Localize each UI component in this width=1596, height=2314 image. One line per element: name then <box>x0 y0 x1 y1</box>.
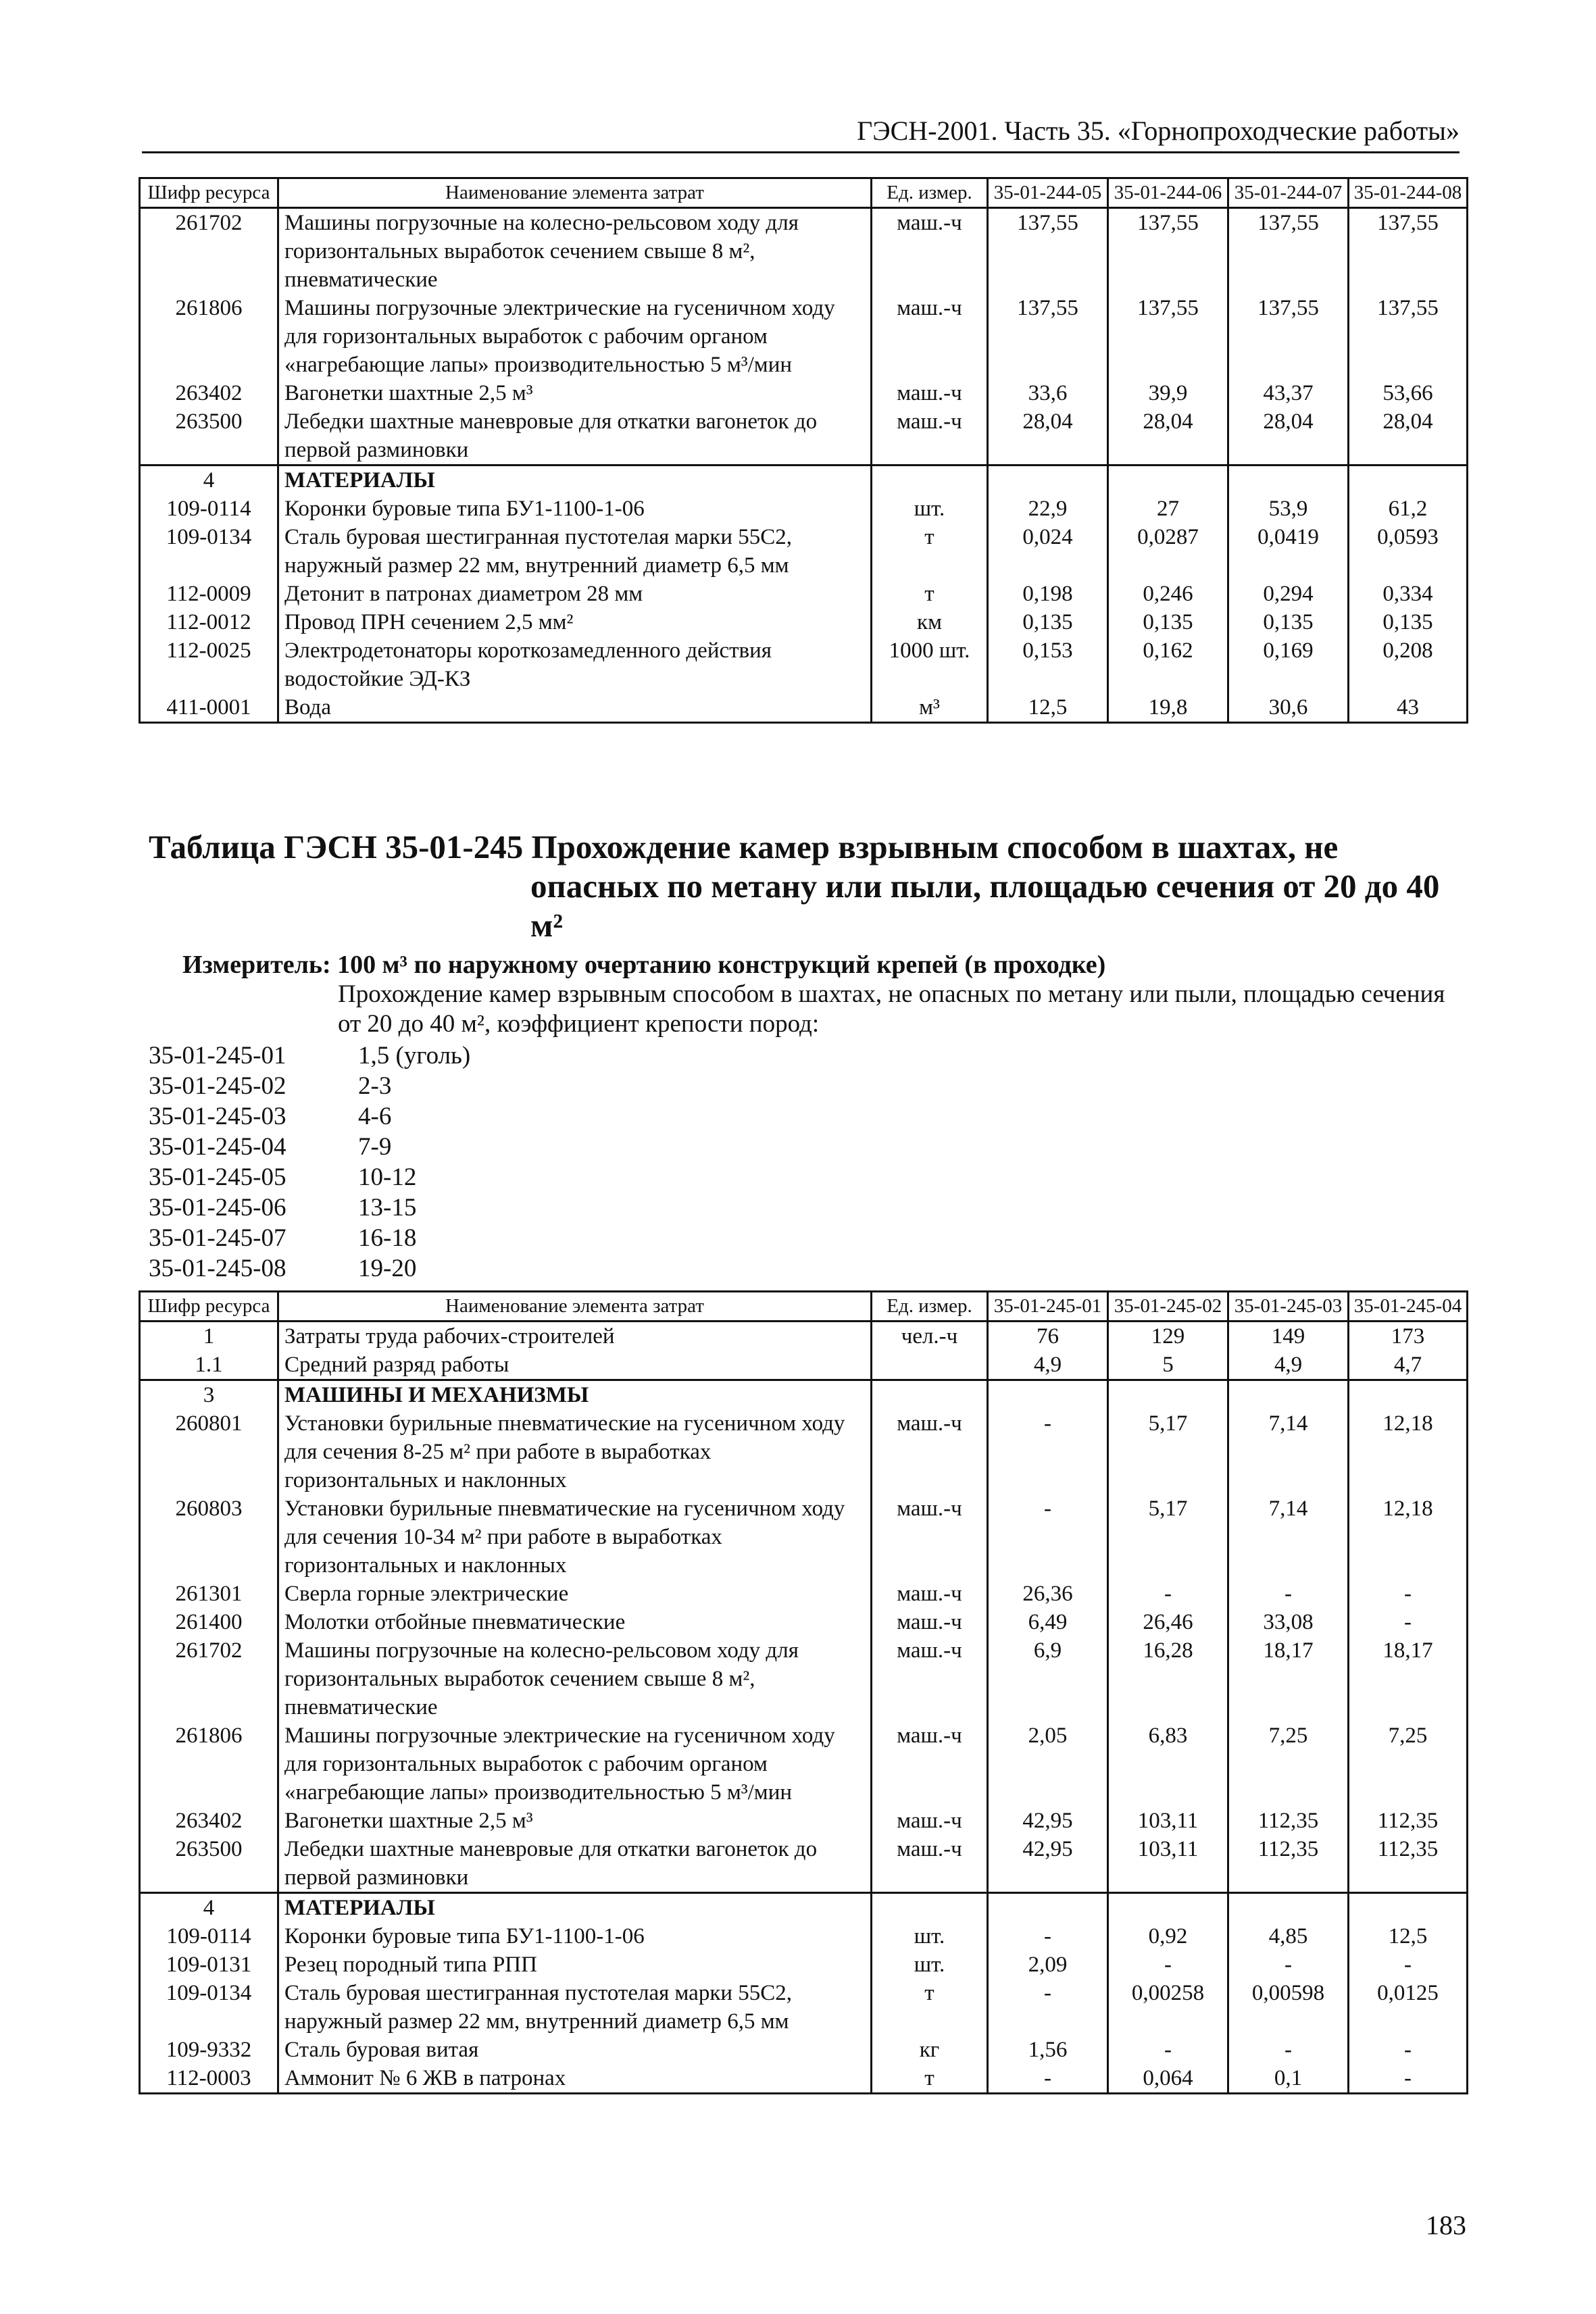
column-header: 35-01-244-05 <box>988 178 1108 208</box>
norm-value: 137,55 <box>1228 208 1349 295</box>
resource-code: 112-0012 <box>140 608 278 636</box>
unit-of-measure: маш.-ч <box>872 1636 988 1721</box>
unit-of-measure: т <box>872 580 988 608</box>
norm-value: 16,28 <box>1108 1636 1228 1721</box>
table-row <box>140 1721 1468 1807</box>
column-header: Наименование элемента затрат <box>278 1292 872 1322</box>
cost-element-name: Вагонетки шахтные 2,5 м³ <box>278 1807 872 1835</box>
norm-value: 4,9 <box>1228 1351 1349 1380</box>
norm-code: 35-01-245-01 <box>149 1042 286 1070</box>
cost-element-name: Сталь буровая шестигранная пустотелая марки 55С2, наружный размер 22 мм, внутренний диаметр 6,5 мм <box>278 523 872 580</box>
norm-value: 0,0419 <box>1228 523 1349 580</box>
unit-of-measure: кг <box>872 2036 988 2064</box>
row-group <box>140 1322 1468 1380</box>
column-header: 35-01-245-02 <box>1108 1292 1228 1322</box>
norm-value: 129 <box>1108 1322 1228 1351</box>
table-row <box>140 1494 1468 1580</box>
table-row <box>140 1351 1468 1380</box>
norm-value: 6,83 <box>1108 1721 1228 1807</box>
norm-value: - <box>1228 1951 1349 1979</box>
norm-value: 0,064 <box>1108 2064 1228 2094</box>
code-list <box>149 1040 757 1284</box>
norm-value: 112,35 <box>1228 1835 1349 1893</box>
norm-value: 43 <box>1349 693 1468 723</box>
cost-element-name: Машины погрузочные электрические на гусеничном ходу для горизонтальных выработок с рабочим органом «нагребающие лапы» производительностью 5 м³/мин <box>278 1721 872 1807</box>
cost-element-name: Вагонетки шахтные 2,5 м³ <box>278 379 872 407</box>
norm-value: 2,09 <box>988 1951 1108 1979</box>
norm-value: 5 <box>1108 1351 1228 1380</box>
unit-of-measure: маш.-ч <box>872 1580 988 1608</box>
norm-value: - <box>988 1494 1108 1580</box>
table-header <box>140 178 1468 208</box>
unit-of-measure: м³ <box>872 693 988 723</box>
norm-value <box>988 466 1108 495</box>
measure-unit: Измеритель: 100 м³ по наружному очертанию конструкций крепей (в проходке) <box>182 951 1106 979</box>
norm-value: 12,18 <box>1349 1494 1468 1580</box>
table-row <box>140 636 1468 693</box>
table-row <box>140 407 1468 466</box>
norm-value: - <box>1228 2036 1349 2064</box>
norm-value: 12,18 <box>1349 1409 1468 1494</box>
code-list-item <box>149 1253 757 1284</box>
norm-value: 18,17 <box>1228 1636 1349 1721</box>
table-row <box>140 693 1468 723</box>
norm-code: 35-01-245-03 <box>149 1103 286 1130</box>
resource-code: 3 <box>140 1380 278 1410</box>
norm-code: 35-01-245-05 <box>149 1163 286 1191</box>
norm-value: 0,198 <box>988 580 1108 608</box>
norm-value: 43,37 <box>1228 379 1349 407</box>
resource-code: 109-0114 <box>140 1922 278 1951</box>
cost-element-name: Средний разряд работы <box>278 1351 872 1380</box>
unit-of-measure: маш.-ч <box>872 1494 988 1580</box>
norm-value: 76 <box>988 1322 1108 1351</box>
norm-value: 28,04 <box>1228 407 1349 466</box>
norm-value: 2,05 <box>988 1721 1108 1807</box>
resource-code: 261702 <box>140 1636 278 1721</box>
table-row <box>140 294 1468 379</box>
table-row <box>140 1636 1468 1721</box>
table-row <box>140 523 1468 580</box>
resource-code: 109-9332 <box>140 2036 278 2064</box>
column-header: 35-01-245-04 <box>1349 1292 1468 1322</box>
table-row <box>140 379 1468 407</box>
cost-element-name: Сверла горные электрические <box>278 1580 872 1608</box>
norm-value: - <box>1349 2036 1468 2064</box>
table-row <box>140 1409 1468 1494</box>
table-row <box>140 580 1468 608</box>
norm-value: 0,135 <box>1108 608 1228 636</box>
row-group <box>140 1893 1468 2094</box>
code-list-item <box>149 1223 757 1253</box>
norm-value: 7,14 <box>1228 1409 1349 1494</box>
page-number: 183 <box>1426 2210 1466 2240</box>
cost-element-name: Электродетонаторы короткозамедленного действия водостойкие ЭД-КЗ <box>278 636 872 693</box>
norm-value: 30,6 <box>1228 693 1349 723</box>
code-list-item <box>149 1192 757 1223</box>
unit-of-measure: маш.-ч <box>872 407 988 466</box>
cost-element-name: Провод ПРН сечением 2,5 мм² <box>278 608 872 636</box>
resource-code: 263500 <box>140 407 278 466</box>
norm-value: 7,25 <box>1228 1721 1349 1807</box>
norm-value: - <box>988 1409 1108 1494</box>
table-row <box>140 2036 1468 2064</box>
norm-value <box>1228 466 1349 495</box>
rock-hardness: 7-9 <box>358 1133 392 1161</box>
norm-value: - <box>1228 1580 1349 1608</box>
norm-value: - <box>988 1979 1108 2036</box>
code-list-item <box>149 1132 757 1162</box>
norm-value: 4,9 <box>988 1351 1108 1380</box>
norm-code: 35-01-245-06 <box>149 1194 286 1222</box>
norm-value: 137,55 <box>988 208 1108 295</box>
cost-element-name: Установки бурильные пневматические на гусеничном ходу для сечения 8-25 м² при работе в выработках горизонтальных и наклонных <box>278 1409 872 1494</box>
table-row <box>140 2064 1468 2094</box>
norm-value: 61,2 <box>1349 495 1468 523</box>
running-header: ГЭСН-2001. Часть 35. «Горнопроходческие работы» <box>142 112 1460 153</box>
norm-value: 149 <box>1228 1322 1349 1351</box>
column-header: Наименование элемента затрат <box>278 178 872 208</box>
norm-value: 5,17 <box>1108 1409 1228 1494</box>
cost-element-name: Затраты труда рабочих-строителей <box>278 1322 872 1351</box>
norm-value: 0,0287 <box>1108 523 1228 580</box>
resource-code: 109-0131 <box>140 1951 278 1979</box>
resource-code: 109-0114 <box>140 495 278 523</box>
norm-value <box>1108 466 1228 495</box>
norm-value <box>988 1380 1108 1410</box>
unit-of-measure: т <box>872 1979 988 2036</box>
norm-value: 0,162 <box>1108 636 1228 693</box>
resource-code: 263402 <box>140 379 278 407</box>
norm-value: 137,55 <box>1349 208 1468 295</box>
norm-value: 0,208 <box>1349 636 1468 693</box>
column-header: 35-01-245-03 <box>1228 1292 1349 1322</box>
unit-of-measure: шт. <box>872 1922 988 1951</box>
rock-hardness: 19-20 <box>358 1255 417 1282</box>
rock-hardness: 16-18 <box>358 1224 417 1252</box>
resource-code: 260801 <box>140 1409 278 1494</box>
norm-value: 0,024 <box>988 523 1108 580</box>
norm-value: 0,246 <box>1108 580 1228 608</box>
resource-code: 1.1 <box>140 1351 278 1380</box>
norm-value: - <box>1349 1580 1468 1608</box>
unit-of-measure: маш.-ч <box>872 208 988 295</box>
cost-element-name: МАТЕРИАЛЫ <box>278 466 872 495</box>
cost-element-name: МАТЕРИАЛЫ <box>278 1893 872 1923</box>
cost-element-name: Аммонит № 6 ЖВ в патронах <box>278 2064 872 2094</box>
norm-value: 53,66 <box>1349 379 1468 407</box>
rock-hardness: 2-3 <box>358 1072 392 1100</box>
unit-of-measure: маш.-ч <box>872 379 988 407</box>
column-header: 35-01-245-01 <box>988 1292 1108 1322</box>
norm-value: 103,11 <box>1108 1835 1228 1893</box>
norm-value: - <box>988 2064 1108 2094</box>
table-header <box>140 1292 1468 1322</box>
code-list-item <box>149 1040 757 1071</box>
resource-code: 261702 <box>140 208 278 295</box>
resource-code: 4 <box>140 1893 278 1923</box>
table-row <box>140 1951 1468 1979</box>
resource-code: 261301 <box>140 1580 278 1608</box>
column-header: 35-01-244-06 <box>1108 178 1228 208</box>
resource-code: 109-0134 <box>140 1979 278 2036</box>
norm-value <box>1228 1893 1349 1923</box>
norm-value: - <box>988 1922 1108 1951</box>
norm-value: 0,0125 <box>1349 1979 1468 2036</box>
unit-of-measure: маш.-ч <box>872 1835 988 1893</box>
norm-value <box>1349 1380 1468 1410</box>
norm-value <box>1349 1893 1468 1923</box>
norm-value: 27 <box>1108 495 1228 523</box>
column-header: Шифр ресурса <box>140 1292 278 1322</box>
norm-value: 12,5 <box>988 693 1108 723</box>
unit-of-measure: шт. <box>872 1951 988 1979</box>
norm-value: 1,56 <box>988 2036 1108 2064</box>
norm-value: 33,08 <box>1228 1608 1349 1636</box>
norm-value: 12,5 <box>1349 1922 1468 1951</box>
resource-code: 261806 <box>140 1721 278 1807</box>
resource-code: 4 <box>140 466 278 495</box>
cost-element-name: Машины погрузочные на колесно-рельсовом ходу для горизонтальных выработок сечением свыше 8 м², пневматические <box>278 208 872 295</box>
norm-value: 0,334 <box>1349 580 1468 608</box>
resource-table-245 <box>139 1290 1468 2094</box>
norm-value: 28,04 <box>1108 407 1228 466</box>
cost-element-name: Детонит в патронах диаметром 28 мм <box>278 580 872 608</box>
cost-element-name: Установки бурильные пневматические на гусеничном ходу для сечения 10-34 м² при работе в выработках горизонтальных и наклонных <box>278 1494 872 1580</box>
table-row <box>140 495 1468 523</box>
norm-value: 0,135 <box>1349 608 1468 636</box>
code-list-item <box>149 1101 757 1132</box>
cost-element-name: Машины погрузочные на колесно-рельсовом ходу для горизонтальных выработок сечением свыше 8 м², пневматические <box>278 1636 872 1721</box>
cost-element-name: Коронки буровые типа БУ1-1100-1-06 <box>278 495 872 523</box>
norm-value: 7,25 <box>1349 1721 1468 1807</box>
norm-value: - <box>1349 2064 1468 2094</box>
cost-element-name: Машины погрузочные электрические на гусеничном ходу для горизонтальных выработок с рабочим органом «нагребающие лапы» производительностью 5 м³/мин <box>278 294 872 379</box>
unit-of-measure <box>872 1351 988 1380</box>
unit-of-measure: 1000 шт. <box>872 636 988 693</box>
rock-hardness: 4-6 <box>358 1103 392 1130</box>
norm-value <box>1228 1380 1349 1410</box>
column-header: Шифр ресурса <box>140 178 278 208</box>
cost-element-name: Молотки отбойные пневматические <box>278 1608 872 1636</box>
norm-value: - <box>1108 1580 1228 1608</box>
norm-value <box>988 1893 1108 1923</box>
resource-code: 1 <box>140 1322 278 1351</box>
rock-hardness: 10-12 <box>358 1163 417 1191</box>
norm-code: 35-01-245-04 <box>149 1133 286 1161</box>
norm-value: 0,00598 <box>1228 1979 1349 2036</box>
norm-value: 0,135 <box>988 608 1108 636</box>
norm-value: 0,294 <box>1228 580 1349 608</box>
table-title <box>149 828 1473 945</box>
norm-value: 53,9 <box>1228 495 1349 523</box>
norm-value: 0,00258 <box>1108 1979 1228 2036</box>
norm-code: 35-01-245-07 <box>149 1224 286 1252</box>
norm-value: 42,95 <box>988 1807 1108 1835</box>
code-list-item <box>149 1071 757 1101</box>
norm-value: 137,55 <box>1349 294 1468 379</box>
norm-value: 0,153 <box>988 636 1108 693</box>
resource-code: 112-0009 <box>140 580 278 608</box>
norm-value <box>1108 1893 1228 1923</box>
cost-element-name: Коронки буровые типа БУ1-1100-1-06 <box>278 1922 872 1951</box>
norm-value: - <box>1349 1951 1468 1979</box>
norm-value: 42,95 <box>988 1835 1108 1893</box>
cost-element-name: Резец породный типа РПП <box>278 1951 872 1979</box>
resource-code: 260803 <box>140 1494 278 1580</box>
code-list-item <box>149 1162 757 1192</box>
resource-code: 263402 <box>140 1807 278 1835</box>
resource-code: 411-0001 <box>140 693 278 723</box>
cost-element-name: МАШИНЫ И МЕХАНИЗМЫ <box>278 1380 872 1410</box>
column-header: Ед. измер. <box>872 1292 988 1322</box>
unit-of-measure: т <box>872 523 988 580</box>
column-header: 35-01-244-07 <box>1228 178 1349 208</box>
norm-value: 18,17 <box>1349 1636 1468 1721</box>
table-row <box>140 1893 1468 1923</box>
norm-value: 0,0593 <box>1349 523 1468 580</box>
unit-of-measure: шт. <box>872 495 988 523</box>
unit-of-measure: т <box>872 2064 988 2094</box>
norm-value <box>1349 466 1468 495</box>
norm-value: 19,8 <box>1108 693 1228 723</box>
unit-of-measure: маш.-ч <box>872 1721 988 1807</box>
cost-element-name: Вода <box>278 693 872 723</box>
unit-of-measure <box>872 1893 988 1923</box>
norm-value: 28,04 <box>1349 407 1468 466</box>
norm-value: 7,14 <box>1228 1494 1349 1580</box>
norm-value: 39,9 <box>1108 379 1228 407</box>
norm-value: 0,135 <box>1228 608 1349 636</box>
resource-code: 261400 <box>140 1608 278 1636</box>
norm-code: 35-01-245-08 <box>149 1255 286 1282</box>
norm-value: 4,85 <box>1228 1922 1349 1951</box>
norm-value: - <box>1349 1608 1468 1636</box>
norm-value: 173 <box>1349 1322 1468 1351</box>
norm-value: 22,9 <box>988 495 1108 523</box>
resource-code: 109-0134 <box>140 523 278 580</box>
rock-hardness: 1,5 (уголь) <box>358 1042 471 1070</box>
row-group <box>140 208 1468 466</box>
column-header: Ед. измер. <box>872 178 988 208</box>
norm-value: 5,17 <box>1108 1494 1228 1580</box>
norm-value: 0,92 <box>1108 1922 1228 1951</box>
row-group <box>140 466 1468 723</box>
cost-element-name: Лебедки шахтные маневровые для откатки вагонеток до первой разминовки <box>278 407 872 466</box>
norm-value <box>1108 1380 1228 1410</box>
norm-value: 137,55 <box>1108 208 1228 295</box>
table-row <box>140 1580 1468 1608</box>
table-title-line-3: м² <box>530 907 564 944</box>
norm-value: 28,04 <box>988 407 1108 466</box>
table-row <box>140 1322 1468 1351</box>
unit-of-measure <box>872 466 988 495</box>
unit-of-measure: маш.-ч <box>872 1807 988 1835</box>
unit-of-measure <box>872 1380 988 1410</box>
norm-value: 33,6 <box>988 379 1108 407</box>
cost-element-name: Сталь буровая шестигранная пустотелая марки 55С2, наружный размер 22 мм, внутренний диаметр 6,5 мм <box>278 1979 872 2036</box>
norm-value: - <box>1108 1951 1228 1979</box>
unit-of-measure: чел.-ч <box>872 1322 988 1351</box>
table-row <box>140 1380 1468 1410</box>
norm-value: 0,1 <box>1228 2064 1349 2094</box>
cost-element-name: Сталь буровая витая <box>278 2036 872 2064</box>
resource-table-244 <box>139 177 1468 724</box>
norm-value: 6,9 <box>988 1636 1108 1721</box>
norm-code: 35-01-245-02 <box>149 1072 286 1100</box>
table-title-line-1: Таблица ГЭСН 35-01-245 Прохождение камер взрывным способом в шахтах, не <box>149 828 1339 865</box>
table-title-line-2: опасных по метану или пыли, площадью сечения от 20 до 40 <box>530 867 1440 905</box>
resource-code: 261806 <box>140 294 278 379</box>
norm-value: 0,169 <box>1228 636 1349 693</box>
norm-value: 112,35 <box>1349 1807 1468 1835</box>
unit-of-measure: маш.-ч <box>872 1409 988 1494</box>
unit-of-measure: маш.-ч <box>872 1608 988 1636</box>
table-row <box>140 1807 1468 1835</box>
resource-code: 263500 <box>140 1835 278 1893</box>
norm-value: 26,46 <box>1108 1608 1228 1636</box>
resource-code: 112-0003 <box>140 2064 278 2094</box>
table-row <box>140 1922 1468 1951</box>
table-row <box>140 466 1468 495</box>
norm-value: 112,35 <box>1349 1835 1468 1893</box>
row-group <box>140 1380 1468 1893</box>
cost-element-name: Лебедки шахтные маневровые для откатки вагонеток до первой разминовки <box>278 1835 872 1893</box>
column-header: 35-01-244-08 <box>1349 178 1468 208</box>
norm-value: 112,35 <box>1228 1807 1349 1835</box>
resource-code: 112-0025 <box>140 636 278 693</box>
norm-value: 6,49 <box>988 1608 1108 1636</box>
norm-value: 4,7 <box>1349 1351 1468 1380</box>
table-row <box>140 608 1468 636</box>
norm-value: 103,11 <box>1108 1807 1228 1835</box>
rock-hardness: 13-15 <box>358 1194 417 1222</box>
norm-value: 137,55 <box>988 294 1108 379</box>
norm-value: - <box>1108 2036 1228 2064</box>
unit-of-measure: маш.-ч <box>872 294 988 379</box>
table-row <box>140 208 1468 295</box>
norm-value: 26,36 <box>988 1580 1108 1608</box>
table-row <box>140 1835 1468 1893</box>
unit-of-measure: км <box>872 608 988 636</box>
norm-value: 137,55 <box>1108 294 1228 379</box>
norm-value: 137,55 <box>1228 294 1349 379</box>
work-description: Прохождение камер взрывным способом в шахтах, не опасных по метану или пыли, площадью сечения от 20 до 40 м², коэффициент крепости пород: <box>338 980 1445 1038</box>
table-row <box>140 1608 1468 1636</box>
table-row <box>140 1979 1468 2036</box>
